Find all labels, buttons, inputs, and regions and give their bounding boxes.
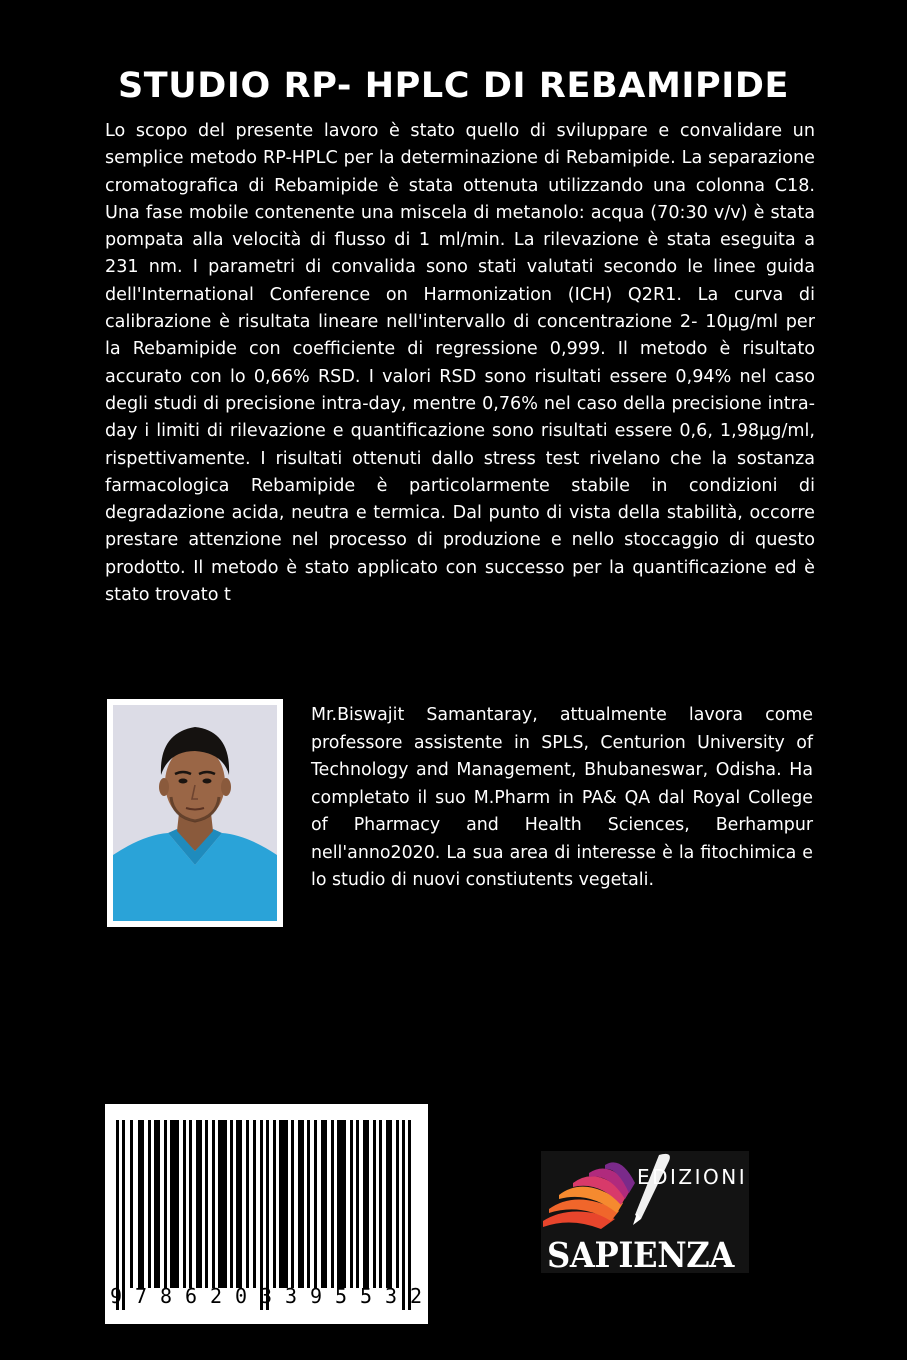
author-bio: Mr.Biswajit Samantaray, attualmente lavora come professore assistente in SPLS, Centurion University of Technology and Management, Bhubaneswar, Odisha. Ha completato il suo M.Pharm in PA& QA dal Royal College of Pharmacy and Health Sciences, Berhampur nell'anno2020. La sua area di interesse è la fitochimica e lo studio di nuovi constiutents vegetali. (311, 705, 813, 890)
publisher-logo (541, 1151, 749, 1276)
book-title: STUDIO RP- HPLC DI REBAMIPIDE (117, 66, 790, 106)
isbn-barcode (105, 1104, 428, 1324)
author-photo (107, 699, 283, 927)
isbn-digits: 9786203395532 (110, 1284, 422, 1308)
book-abstract: Lo scopo del presente lavoro è stato quello di sviluppare e convalidare un semplice metodo RP-HPLC per la determinazione di Rebamipide. La separazione cromatografica di Rebamipide è stata ottenuta utilizzando una colonna C18. Una fase mobile contenente una miscela di metanolo: acqua (70:30 v/v) è stata pompata alla velocità di flusso di 1 ml/min. La rilevazione è stata eseguita a 231 nm. I parametri di convalida sono stati valutati secondo le linee guida dell'International Conference on Harmonization (ICH) Q2R1. La curva di calibrazione è risultata lineare nell'intervallo di concentrazione 2- 10µg/ml per la Rebamipide con coefficiente di regressione 0,999. Il metodo è risultato accurato con lo 0,66% RSD. I valori RSD sono risultati essere 0,94% nel caso degli studi di precisione intra-day, mentre 0,76% nel caso della precisione intra-day i limiti di rilevazione e quantificazione sono risultati essere 0,6, 1,98µg/ml, rispettivamente. I risultati ottenuti dallo stress test rivelano che la sostanza farmacologica Rebamipide è particolarmente stabile in condizioni di degradazione acida, neutra e termica. Dal punto di vista della stabilità, occorre prestare attenzione nel processo di produzione e nello stoccaggio di questo prodotto. Il metodo è stato applicato con successo per la quantificazione ed è stato trovato t (105, 121, 815, 606)
publisher-line1: EDIZIONI (637, 1165, 748, 1189)
publisher-line2: SAPIENZA (547, 1235, 735, 1276)
